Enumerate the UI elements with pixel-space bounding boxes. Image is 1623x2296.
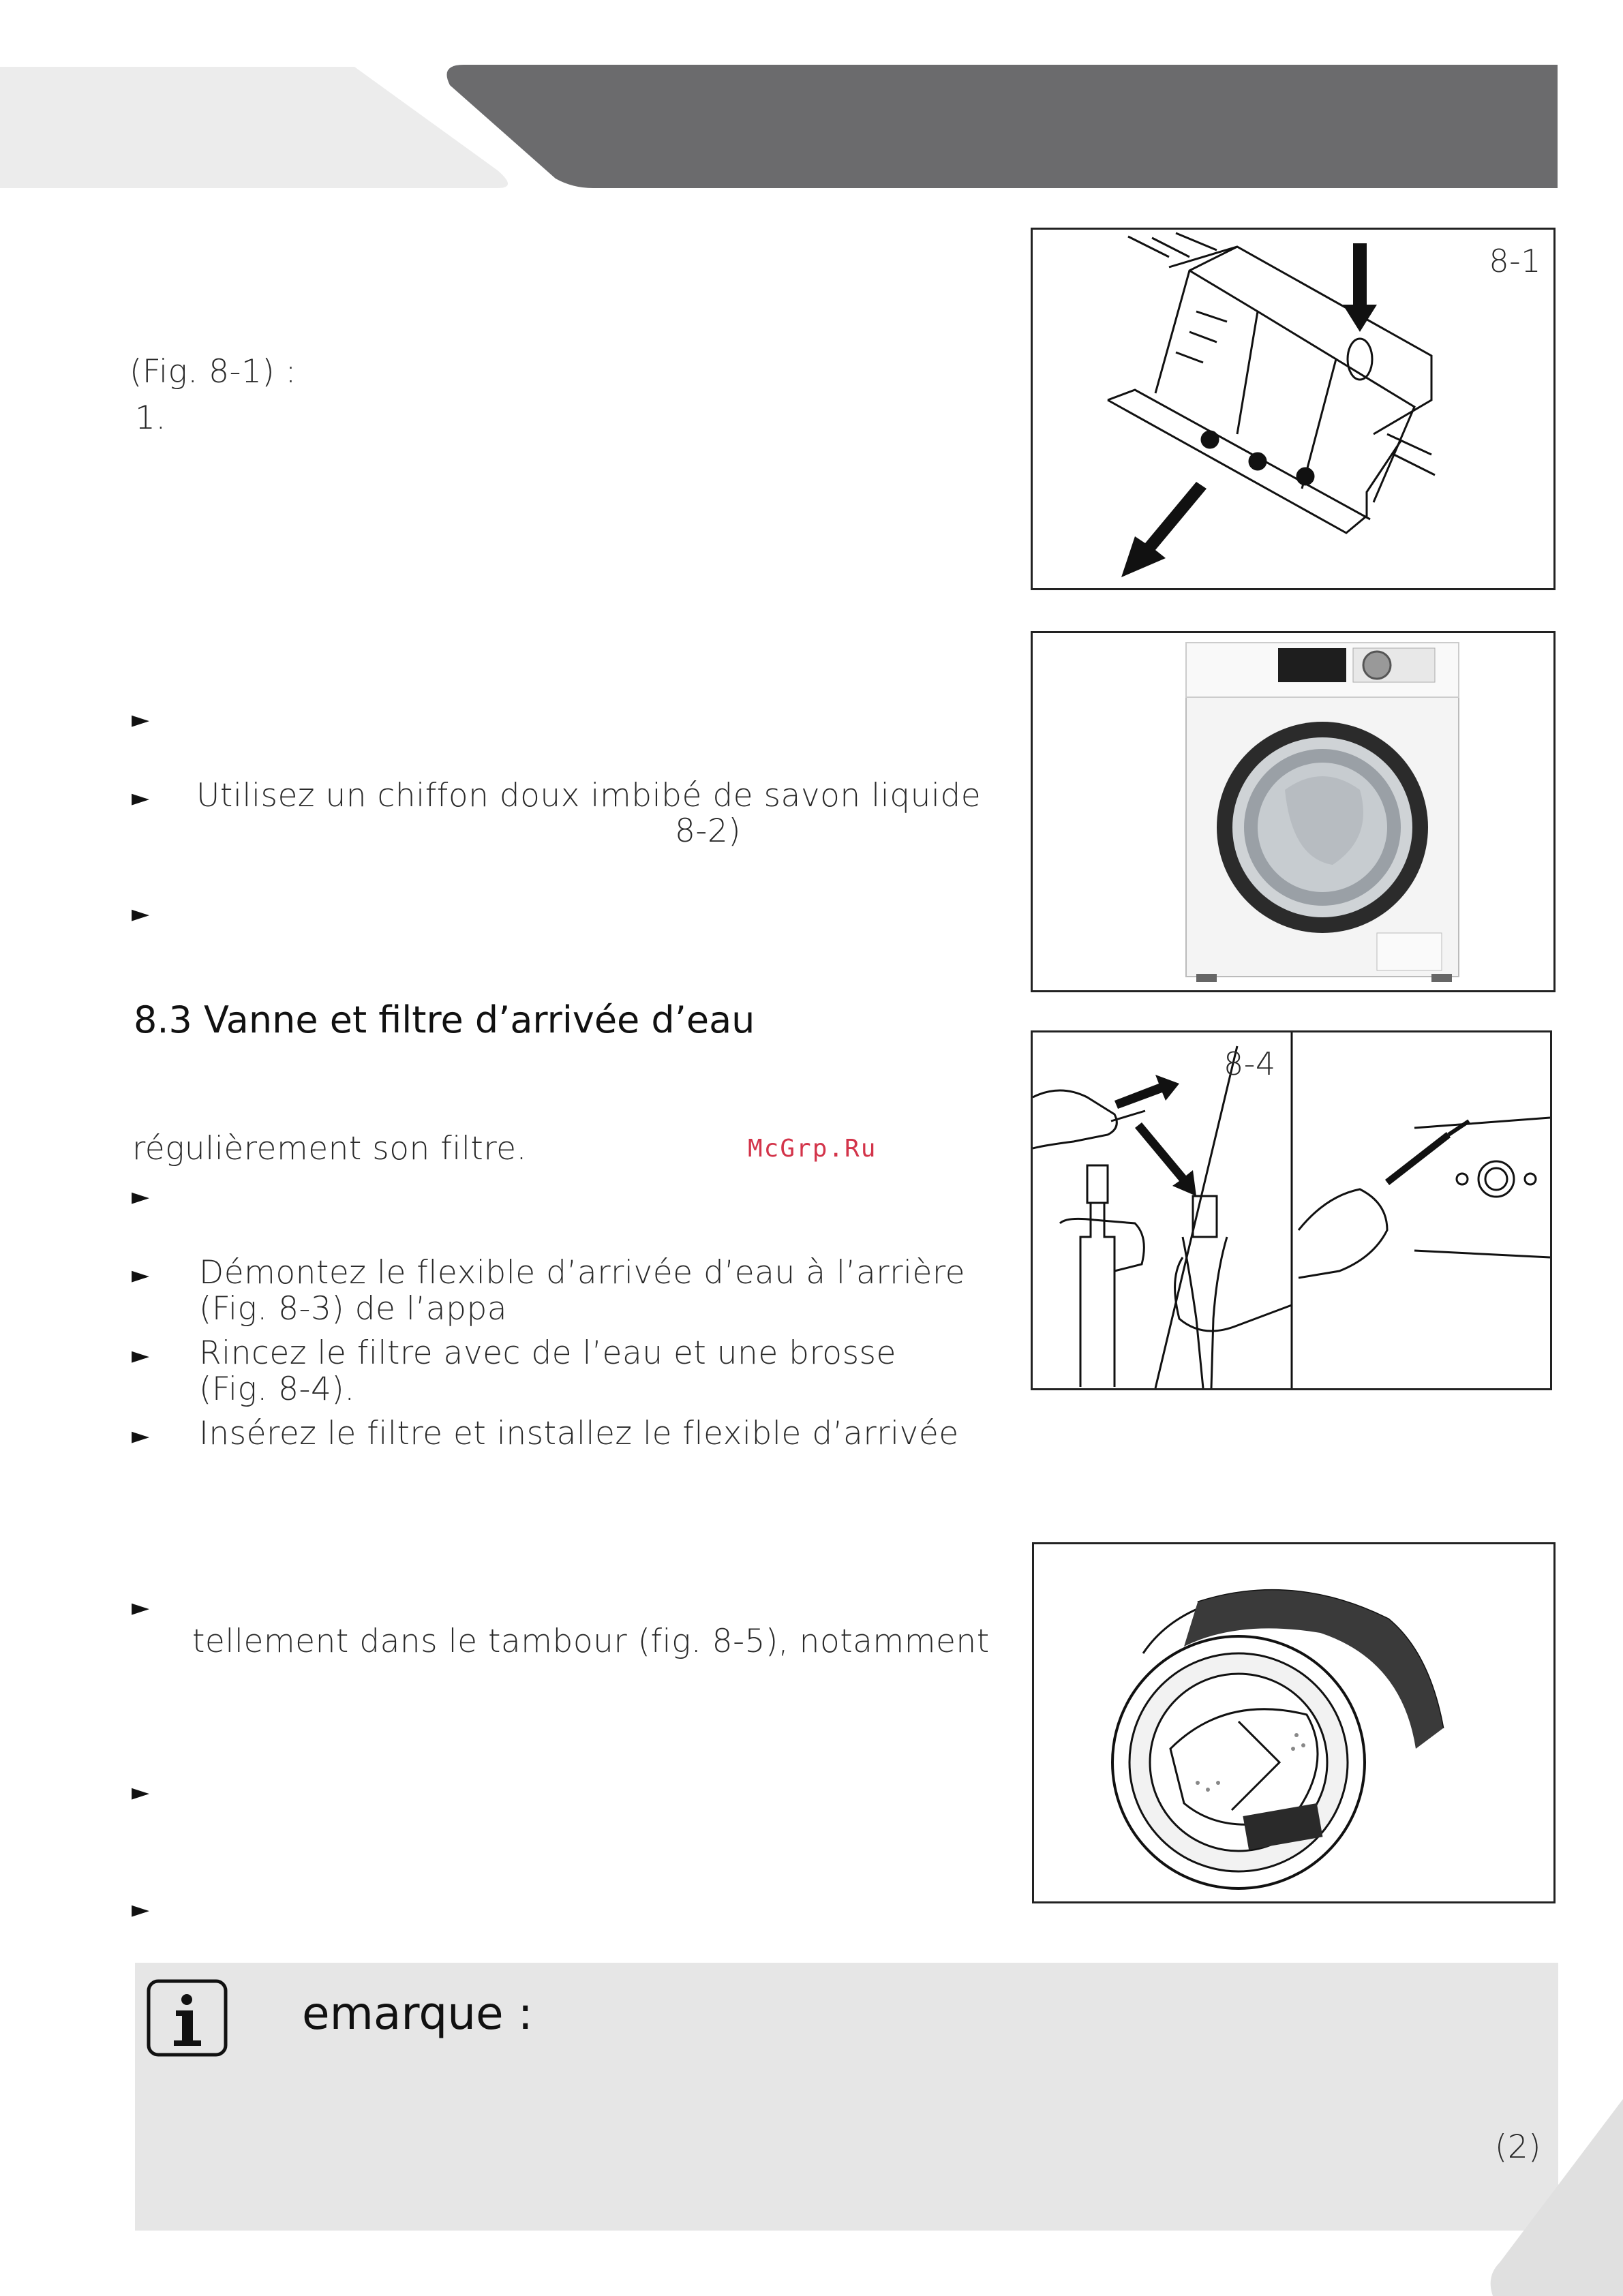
- bullet-marker: ►: [132, 784, 150, 812]
- figure-8-2: [1031, 631, 1556, 992]
- inlet-filter-illustration: [1033, 1032, 1550, 1388]
- header-left-tab: [0, 67, 508, 188]
- bullet-marker: ►: [132, 1422, 150, 1450]
- bullet-marker: ►: [132, 1183, 150, 1210]
- bullet-marker: ►: [132, 1896, 150, 1923]
- detergent-drawer-illustration: [1033, 230, 1553, 588]
- note-box: [135, 1963, 1558, 2231]
- bullet-text: Insérez le filtre et installez le flexible d’arrivée: [199, 1415, 959, 1452]
- figure-8-3-8-4: [1031, 1030, 1552, 1390]
- note-title: emarque :: [302, 1987, 533, 2040]
- bullet-marker: ►: [132, 1779, 150, 1806]
- figure-8-1-label: 8-1: [1489, 243, 1541, 279]
- figure-8-5: [1032, 1542, 1556, 1903]
- figure-8-1: [1031, 228, 1556, 590]
- header-band: [0, 0, 1623, 204]
- bullet-text: Utilisez un chiffon doux imbibé de savon liquide: [196, 777, 982, 814]
- bullet-marker: ►: [132, 1342, 150, 1369]
- info-icon: [145, 1978, 230, 2063]
- note-page-ref: (2): [1494, 2128, 1541, 2166]
- bullet-text: Démontez le flexible d’arrivée d’eau à l’arrière: [199, 1254, 966, 1291]
- bullet-marker: ►: [132, 1261, 150, 1289]
- bullet-text: (Fig. 8-3) de l’appa: [199, 1290, 508, 1328]
- watermark: McGrp.Ru: [748, 1135, 877, 1163]
- bullet-marker: ►: [132, 1594, 150, 1621]
- bullet-marker: ►: [132, 706, 150, 733]
- step-number: 1.: [135, 399, 166, 437]
- fig-reference: (Fig. 8-1) :: [130, 353, 297, 391]
- bullet-marker: ►: [132, 900, 150, 928]
- header-dark-tab: [447, 65, 1558, 188]
- section-heading: 8.3 Vanne et filtre d’arrivée d’eau: [134, 998, 755, 1041]
- page-corner-decoration: [1466, 2085, 1623, 2296]
- bullet-text: (Fig. 8-4).: [199, 1371, 355, 1408]
- drum-illustration: [1034, 1544, 1553, 1901]
- bullet-text: 8-2): [675, 812, 742, 850]
- figure-8-4-label: 8-4: [1224, 1045, 1276, 1082]
- washing-machine-illustration: [1033, 633, 1553, 990]
- body-text: régulièrement son filtre.: [132, 1130, 528, 1167]
- bullet-text: tellement dans le tambour (fig. 8-5), notamment: [192, 1623, 990, 1660]
- bullet-text: Rincez le filtre avec de l’eau et une brosse: [199, 1334, 896, 1372]
